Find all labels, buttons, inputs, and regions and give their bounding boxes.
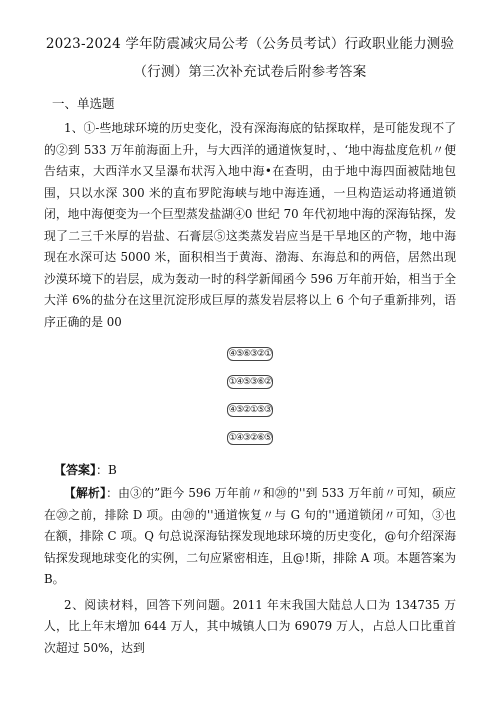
option-c: ④⑤②①⑤③ (228, 405, 272, 415)
document-title (44, 30, 456, 86)
question-1-options (44, 347, 456, 445)
option-a: ④⑤⑥③②① (228, 349, 272, 359)
question-2-stem: 2、阅读材料，回答下列问题。2011 年末我国大陆总人口为 134735 万人，比上年末增加 644 万人，其中城镇人口为 69079 万人，占总人口比重首次超过 50%，达到 (44, 597, 456, 655)
section-heading: 一、单选题 (52, 96, 115, 111)
title-line-1: 2023-2024 学年防震减灾局公考（公务员考试）行政职业能力测验 (45, 36, 455, 52)
option-b: ①④⑤③⑥② (228, 377, 272, 387)
question-1-stem: 1、①-些地球环境的历史变化，没有深海海底的钻探取样，是可能发现不了的②到 533 万年前海面上升，与大西洋的通道恢复时，、‘地中海盐度危机〃便告结束，大西洋水又呈瀑布状泻入地中海•在查明，由于地中海四面被陆地包围，只以水深 300 米的直布罗陀海峡与地中海连通，一旦构造运动将通道锁闭，地中海便变为一个巨型蒸发盐湖④0 世纪 70 年代初地中海的深海钻探，发现了二三千米厚的岩盐、石膏层⑤这类蒸发岩应当是干旱地区的产物，地中海现在水深可达 5000 米，面积相当于黄海、渤海、东海总和的两倍，居然出现沙漠环境下的岩层，成为轰动一时的科学新闻函今 596 万年前开始，相当于全大洋 6%的盐分在这里沉淀形成巨厚的蒸发岩层将以上 6 个句子重新排列，语序正确的是 00 (44, 121, 456, 329)
answer-value: ：B (96, 463, 117, 477)
title-line-2: （行测）第三次补充试卷后附参考答案 (133, 64, 367, 80)
analysis-text: ：由③的”距今 596 万年前〃和⑳的''到 533 万年前〃可知，硕应在⑳之前，排除 D 项。由⑳的''通道恢复〃与 G 句的''通道锁闭〃可知，③也在额，排除 C 项。Q 句总说深海钻探发现地球环境的历史变化，@句介绍深海钻探发现地球变化的实例，二句应紧密相连，且@!斯，排除 A 项。本题答案为 B。 (44, 486, 456, 586)
option-d: ①④③②⑥⑤ (228, 433, 272, 443)
analysis-label: 【解析】 (64, 486, 107, 500)
answer-label: 【答案】 (54, 463, 97, 477)
question-1-answer (54, 459, 456, 481)
question-1-analysis (44, 483, 456, 591)
